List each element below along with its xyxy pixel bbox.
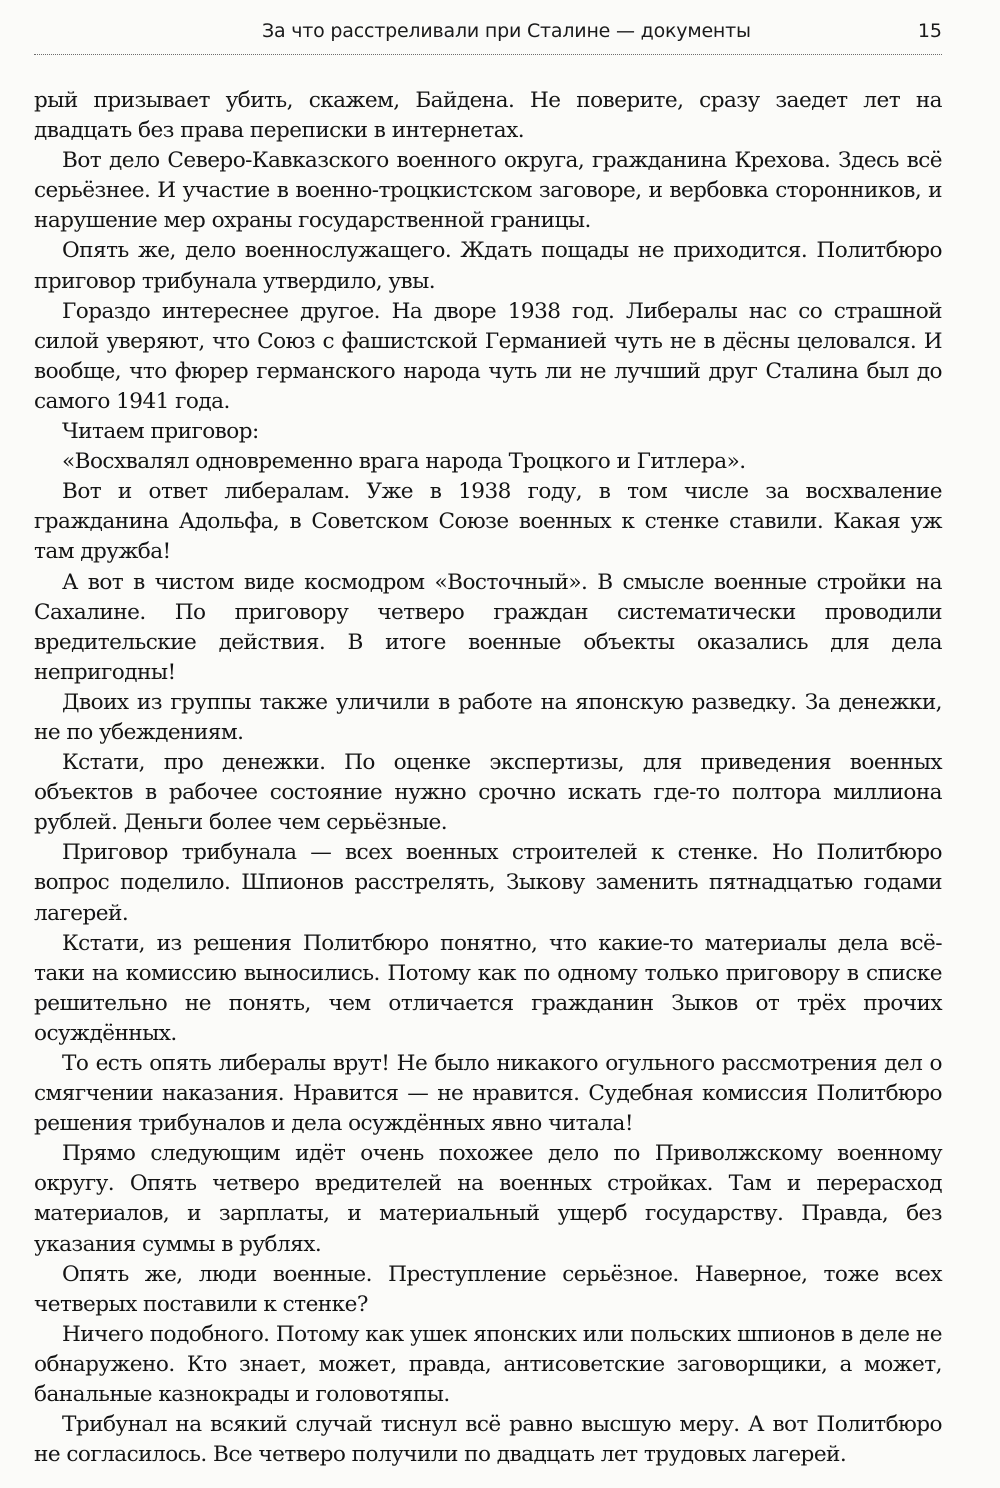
paragraph: Кстати, из решения Политбюро понятно, что какие-то материалы дела всё-таки на комиссию выносились. Потому как по одному только приговору в списке решительно не понять, чем отличается гражданин Зыков от трёх прочих осуждённых. bbox=[34, 930, 942, 1046]
paragraph: Вот дело Северо-Кавказского военного округа, гражданина Крехова. Здесь всё серьёзнее. И участие в военно-троцкистском заговоре, и вербовка сторонников, и нарушение мер охраны государственной границы. bbox=[34, 148, 942, 234]
running-header bbox=[34, 14, 942, 55]
body-text bbox=[34, 86, 942, 1470]
paragraph: А вот в чистом виде космодром «Восточный». В смысле военные стройки на Сахалине. По приговору четверо граждан систематически проводили вредительские действия. В итоге военные объекты оказались для дела непригодны! bbox=[34, 569, 942, 685]
paragraph: То есть опять либералы врут! Не было никакого огульного рассмотрения дел о смягчении наказания. Нравится — не нравится. Судебная комиссия Политбюро решения трибуналов и дела осуждённых явно читала! bbox=[34, 1051, 942, 1137]
paragraph: Кстати, про денежки. По оценке экспертизы, для приведения военных объектов в рабочее состояние нужно срочно искать где-то полтора миллиона рублей. Деньги более чем серьёзные. bbox=[34, 750, 942, 836]
paragraph: Опять же, дело военнослужащего. Ждать пощады не приходится. Политбюро приговор трибунала утвердило, увы. bbox=[34, 238, 942, 294]
paragraph: Опять же, люди военные. Преступление серьёзное. Наверное, тоже всех четверых поставили к стенке? bbox=[34, 1261, 942, 1317]
paragraph: рый призывает убить, скажем, Байдена. Не поверите, сразу заедет лет на двадцать без права переписки в интернетах. bbox=[34, 88, 942, 144]
quote-paragraph: «Восхвалял одновременно врага народа Троцкого и Гитлера». bbox=[62, 449, 746, 475]
paragraph: Приговор трибунала — всех военных строителей к стенке. Но Политбюро вопрос поделило. Шпионов расстрелять, Зыкову заменить пятнадцатью годами лагерей. bbox=[34, 840, 942, 926]
page-number: 15 bbox=[917, 20, 942, 42]
paragraph: Двоих из группы также уличили в работе на японскую разведку. За денежки, не по убеждениям. bbox=[34, 689, 942, 745]
paragraph: Читаем приговор: bbox=[62, 419, 259, 445]
paragraph: Прямо следующим идёт очень похожее дело по Приволжскому военному округу. Опять четверо вредителей на военных стройках. Там и перерасход материалов, и зарплаты, и материальный ущерб государству. Правда, без указания суммы в рублях. bbox=[34, 1141, 942, 1257]
paragraph: Гораздо интереснее другое. На дворе 1938 год. Либералы нас со страшной силой уверяют, что Союз с фашистской Германией чуть не в дёсны целовался. И вообще, что фюрер германского народа чуть ли не лучший друг Сталина был до самого 1941 года. bbox=[34, 298, 942, 414]
paragraph: Ничего подобного. Потому как ушек японских или польских шпионов в деле не обнаружено. Кто знает, может, правда, антисоветские заговорщики, а может, банальные казнокрады и головотяпы. bbox=[34, 1321, 942, 1408]
running-title: За что расстреливали при Сталине — документы bbox=[262, 20, 751, 42]
paragraph: Трибунал на всякий случай тиснул всё равно высшую меру. А вот Политбюро не согласилось. Все четверо получили по двадцать лет трудовых лагерей. bbox=[34, 1412, 942, 1468]
paragraph: Вот и ответ либералам. Уже в 1938 году, в том числе за восхваление гражданина Адольфа, в Советском Союзе военных к стенке ставили. Какая уж там дружба! bbox=[34, 479, 942, 565]
